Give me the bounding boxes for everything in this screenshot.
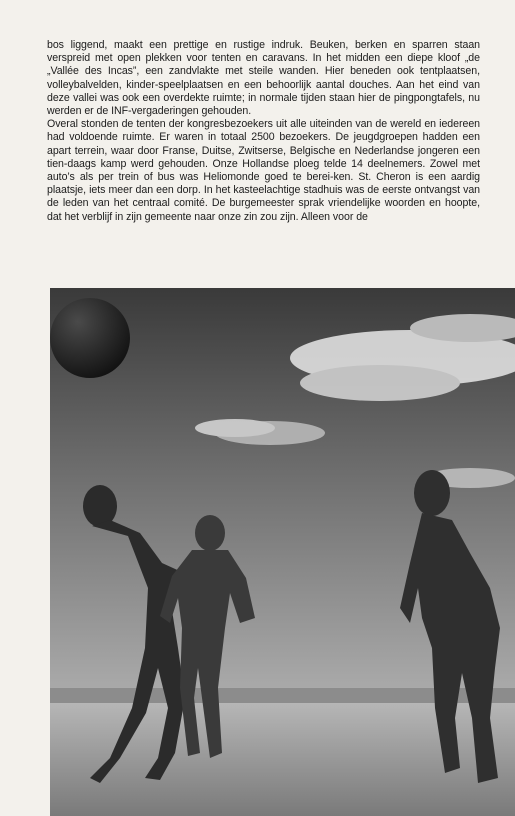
paragraph-2: Overal stonden de tenten der kongresbezoekers uit alle uiteinden van de wereld en iedereen had voldoende ruimte. Er waren in totaal 2500 bezoekers. De jeugdgroepen hadden een apart terrein, waar door Franse, Duitse, Zwitserse, Belgische en Nederlandse jongeren een tien-daags kamp werd gehouden. Onze Hollandse ploeg telde 14 deelnemers. Zowel met auto’s als per trein of bus was Heliomonde goed te berei-ken. St. Cheron is een aardig plaatsje, iets meer dan een dorp. In het kasteelachtige stadhuis was de eerste ontvangst van de leden van het centraal comité. De burgemeester sprak vriendelijke woorden en hoopte, dat het verblijf in zijn gemeente naar onze zin zou zijn. Alleen voor de <box>47 118 480 223</box>
paragraph-1: bos liggend, maakt een prettige en rustige indruk. Beuken, berken en sparren staan verspreid met open plekken voor tenten en caravans. In het midden een diepe kloof „de „Vallée des Incas”, een zandvlakte met steile wanden. Hier beneden ook tentplaatsen, volleybalvelden, kinder-speelplaatsen en een behoorlijk aantal douches. Aan het eind van deze vallei was ook een overdekte ruimte; in normale tijden staan hier de pingpongtafels, nu werden er de INF-vergaderingen gehouden. <box>47 39 480 118</box>
photo-illustration <box>50 288 515 816</box>
article-text <box>47 39 480 224</box>
beach-volleyball-photo <box>50 288 515 816</box>
ball <box>50 298 130 378</box>
